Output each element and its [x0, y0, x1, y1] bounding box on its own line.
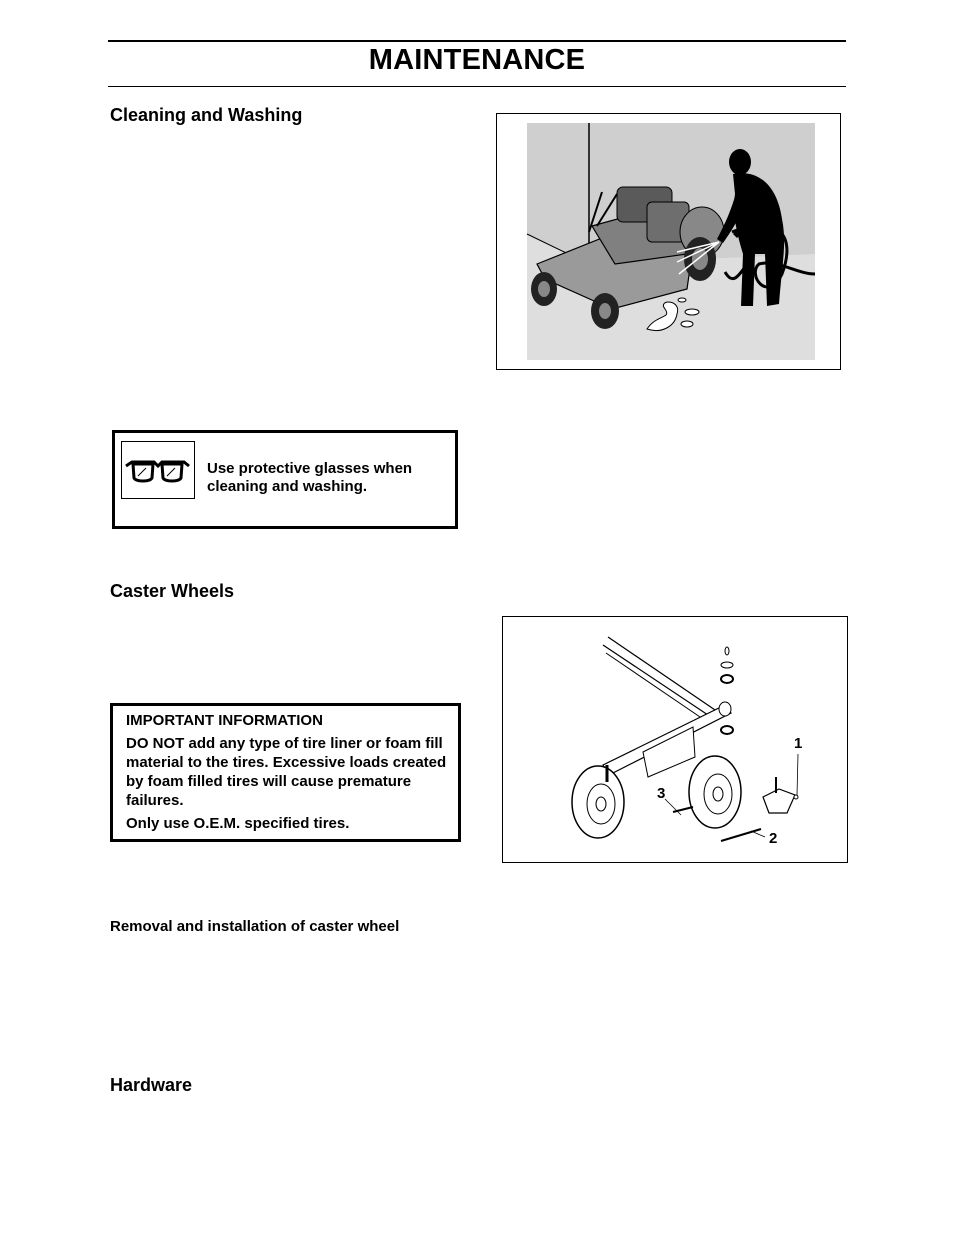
subheading-removal: Removal and installation of caster wheel	[110, 918, 400, 935]
section-heading-cleaning: Cleaning and Washing	[110, 105, 303, 125]
caster-figure	[502, 616, 848, 863]
safety-warning-box	[112, 430, 458, 529]
header-rule-top	[108, 40, 846, 42]
safety-glasses-icon	[121, 441, 195, 499]
washing-figure	[496, 113, 841, 370]
callout-3: 3	[657, 785, 666, 802]
important-body: DO NOT add any type of tire liner or foam fill material to the tires. Excessive loads created by foam filled tires will cause premature failures.	[126, 735, 447, 809]
safety-warning-text: Use protective glasses when cleaning and washing.	[207, 460, 413, 495]
section-heading-hardware: Hardware	[110, 1075, 193, 1095]
page-title: MAINTENANCE	[368, 44, 586, 76]
header-rule-bottom	[108, 86, 846, 87]
callout-2: 2	[769, 830, 778, 847]
important-title: IMPORTANT INFORMATION	[126, 712, 323, 729]
section-heading-caster: Caster Wheels	[110, 581, 235, 601]
important-information-box	[110, 703, 461, 842]
person-washing-mower-illustration	[497, 114, 839, 368]
callout-1: 1	[794, 735, 803, 752]
important-note: Only use O.E.M. specified tires.	[126, 815, 350, 832]
